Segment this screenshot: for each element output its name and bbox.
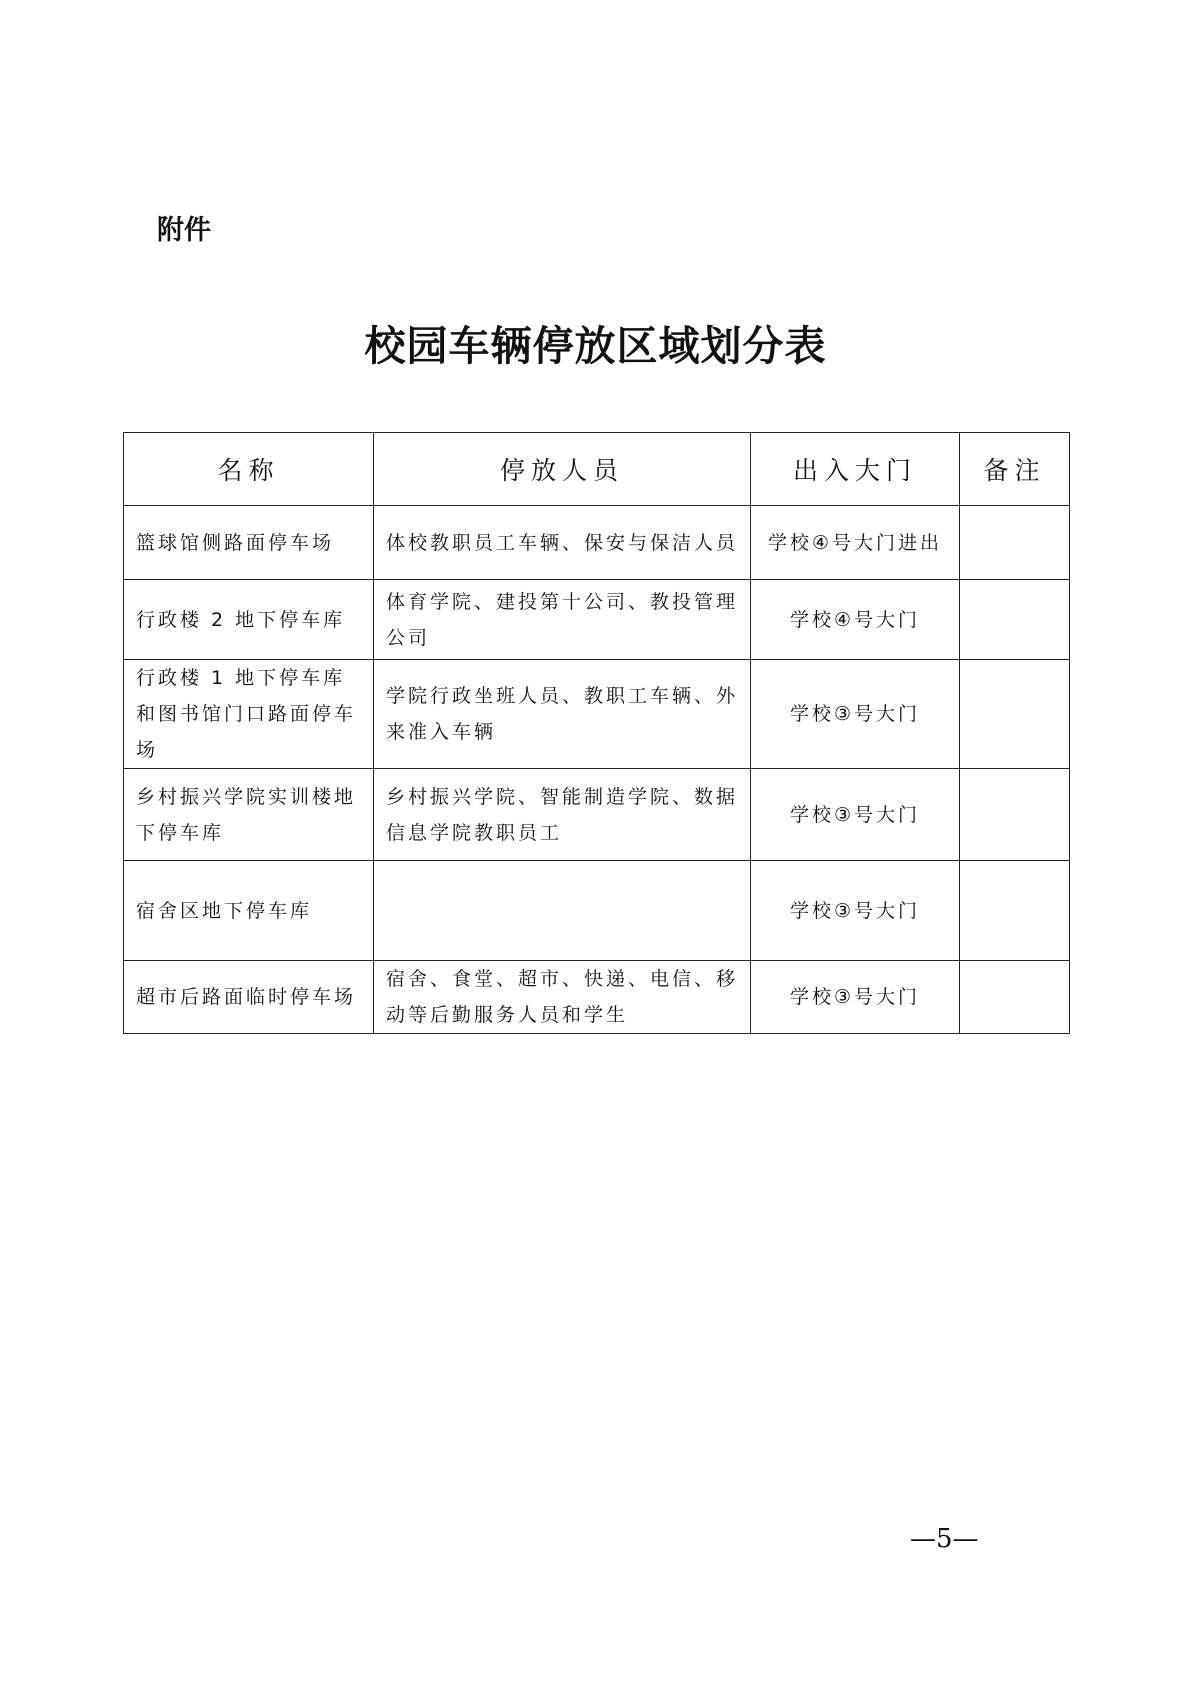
page-number: —5— [910,1524,979,1554]
cell-gate: 学校③号大门 [751,660,960,769]
cell-name: 篮球馆侧路面停车场 [124,506,374,580]
document-title: 校园车辆停放区域划分表 [364,322,827,370]
table-header-row [124,433,1070,506]
cell-people: 宿舍、食堂、超市、快递、电信、移动等后勤服务人员和学生 [374,961,751,1034]
cell-name: 宿舍区地下停车库 [124,861,374,961]
cell-remark [960,660,1070,769]
cell-name: 超市后路面临时停车场 [124,961,374,1034]
table-row [124,961,1070,1034]
table-row [124,861,1070,961]
cell-name: 行政楼 1 地下停车库和图书馆门口路面停车场 [124,660,374,769]
cell-gate: 学校③号大门 [751,961,960,1034]
cell-remark [960,506,1070,580]
table-row [124,580,1070,660]
cell-name: 乡村振兴学院实训楼地下停车库 [124,769,374,861]
cell-remark [960,961,1070,1034]
cell-gate: 学校③号大门 [751,769,960,861]
cell-people [374,861,751,961]
cell-remark [960,769,1070,861]
attachment-label: 附件 [157,215,211,246]
cell-remark [960,861,1070,961]
table-row [124,660,1070,769]
cell-people: 乡村振兴学院、智能制造学院、数据信息学院教职员工 [374,769,751,861]
cell-remark [960,580,1070,660]
header-remark: 备注 [960,433,1070,506]
cell-people: 学院行政坐班人员、教职工车辆、外来准入车辆 [374,660,751,769]
parking-region-table [123,432,1070,1034]
header-gate: 出入大门 [751,433,960,506]
table-row [124,506,1070,580]
cell-name: 行政楼 2 地下停车库 [124,580,374,660]
cell-gate: 学校④号大门 [751,580,960,660]
table-row [124,769,1070,861]
cell-people: 体校教职员工车辆、保安与保洁人员 [374,506,751,580]
cell-gate: 学校③号大门 [751,861,960,961]
cell-gate: 学校④号大门进出 [751,506,960,580]
header-people: 停放人员 [374,433,751,506]
cell-people: 体育学院、建投第十公司、教投管理公司 [374,580,751,660]
header-name: 名称 [124,433,374,506]
